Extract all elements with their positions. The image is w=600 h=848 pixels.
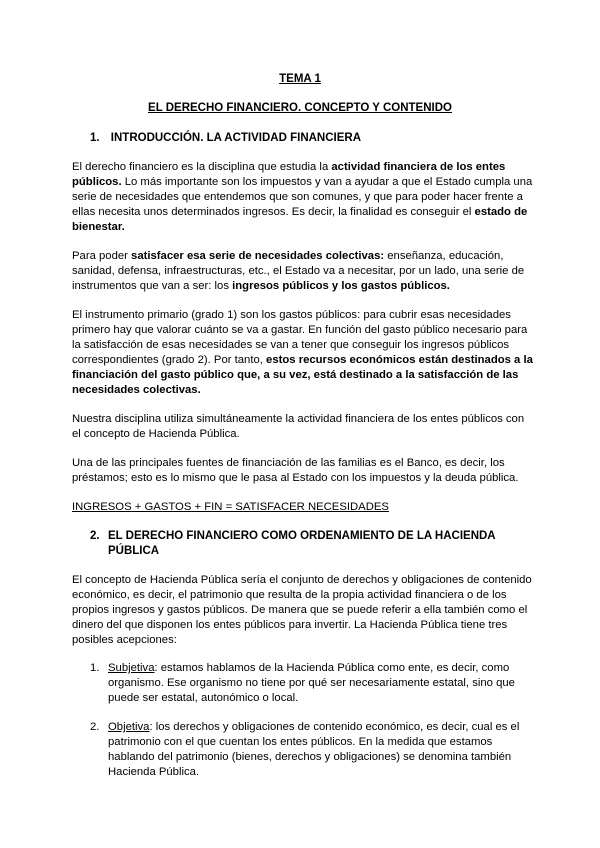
- p1-line-5: bienestar.: [72, 221, 125, 233]
- p6-line-5: posibles acepciones:: [72, 634, 177, 646]
- p3-line-6: necesidades colectivas.: [72, 384, 201, 396]
- p3-bold: estos recursos económicos están destinados a la: [266, 354, 533, 366]
- p1-bold: públicos.: [72, 176, 122, 188]
- p6-line-4: dinero del que disponen los entes públicos para invertir. La Hacienda Pública tiene tres: [72, 619, 508, 631]
- p3-line-4: [72, 353, 533, 367]
- section-2-title-line-2: PÚBLICA: [108, 545, 160, 557]
- section-1-number: 1.: [90, 132, 100, 144]
- list-item-2-line-4: Hacienda Pública.: [108, 766, 200, 778]
- p2-bold: ingresos públicos y los gastos públicos.: [232, 280, 450, 292]
- formula-line: INGRESOS + GASTOS + FIN = SATISFACER NECESIDADES: [72, 501, 389, 513]
- p2-bold: satisfacer esa serie de necesidades colectivas:: [131, 250, 385, 262]
- list-item-2-line-1: [108, 720, 519, 734]
- p3-line-5: financiación del gasto público que, a su vez, está destinado a la satisfacción de las: [72, 369, 519, 381]
- p3-text: correspondientes (grado 2). Por tanto,: [72, 354, 267, 366]
- p1-line-4: [72, 205, 527, 219]
- p3-line-1: El instrumento primario (grado 1) son los gastos públicos: para cubrir esas necesidades: [72, 309, 511, 321]
- p1-bold: estado de: [474, 206, 528, 218]
- list-item-2-term: Objetiva: [108, 721, 150, 733]
- p4-line-2: el concepto de Hacienda Pública.: [72, 428, 240, 440]
- p3-line-3: la satisfacción de esas necesidades se van a tener que conseguir los ingresos públicos: [72, 339, 510, 351]
- list-item-1-term: Subjetiva: [108, 662, 155, 674]
- doc-title: TEMA 1: [279, 73, 321, 85]
- p6-line-1: El concepto de Hacienda Pública sería el conjunto de derechos y obligaciones de contenido: [72, 574, 532, 586]
- p2-text: instrumentos que van a ser: los: [72, 280, 233, 292]
- list-item-1-number: 1.: [90, 662, 100, 674]
- section-1-heading: [90, 131, 361, 145]
- list-item-2-line-3: hablando del patrimonio (bienes, derechos y obligaciones) se denomina también: [108, 751, 512, 763]
- p2-text: enseñanza, educación,: [384, 250, 504, 262]
- list-item-1-line-1: [108, 661, 509, 675]
- p1-line-1: [72, 160, 505, 174]
- section-2-number: 2.: [90, 530, 100, 542]
- p1-line-3: serie de necesidades que entendemos que son comunes, y que para poder hacer frente a: [72, 191, 523, 203]
- list-item-2-number: 2.: [90, 721, 100, 733]
- p4-line-1: Nuestra disciplina utiliza simultáneamente la actividad financiera de los entes públicos con: [72, 413, 525, 425]
- p6-line-2: económico, es decir, el patrimonio que resulta de la propia actividad financiera o de los: [72, 589, 507, 601]
- p1-text: ellas necesita unos determinados ingresos. Es decir, la finalidad es conseguir el: [72, 206, 475, 218]
- p3-line-2: primero hay que valorar cuánto se va a gastar. En función del gasto público necesario para: [72, 324, 528, 336]
- p5-line-1: Una de las principales fuentes de financiación de las familias es el Banco, es decir, los: [72, 457, 505, 469]
- list-item-2-text: : los derechos y obligaciones de contenido económico, es decir, cual es el: [149, 721, 520, 733]
- doc-subtitle: EL DERECHO FINANCIERO. CONCEPTO Y CONTENIDO: [148, 102, 452, 114]
- p2-line-1: [72, 249, 503, 263]
- p1-text: Lo más importante son los impuestos y van a ayudar a que el Estado cumpla una: [121, 176, 533, 188]
- p1-bold: actividad financiera de los entes: [331, 161, 506, 173]
- list-item-1-line-3: puede ser estatal, autonómico o local.: [108, 692, 299, 704]
- p2-line-3: [72, 279, 450, 293]
- list-item-1-line-2: organismo. Ese organismo no tiene por qué ser necesariamente estatal, sino que: [108, 677, 515, 689]
- p1-text: El derecho financiero es la disciplina que estudia la: [72, 161, 332, 173]
- list-item-2-line-2: patrimonio con el que cuentan los entes públicos. En la medida que estamos: [108, 736, 493, 748]
- section-2-title-line-1: EL DERECHO FINANCIERO COMO ORDENAMIENTO DE LA HACIENDA: [108, 530, 496, 542]
- p1-line-2: [72, 175, 532, 189]
- list-item-1-text: : estamos hablamos de la Hacienda Pública como ente, es decir, como: [154, 662, 510, 674]
- p2-line-2: sanidad, defensa, infraestructuras, etc., el Estado va a necesitar, por un lado, una serie de: [72, 265, 525, 277]
- p6-line-3: propios ingresos y gastos públicos. De manera que se puede referir a ella también como el: [72, 604, 528, 616]
- p5-line-2: préstamos; esto es lo mismo que le pasa al Estado con los impuestos y la deuda pública.: [72, 472, 519, 484]
- p2-text: Para poder: [72, 250, 132, 262]
- section-1-title: INTRODUCCIÓN. LA ACTIVIDAD FINANCIERA: [110, 132, 362, 144]
